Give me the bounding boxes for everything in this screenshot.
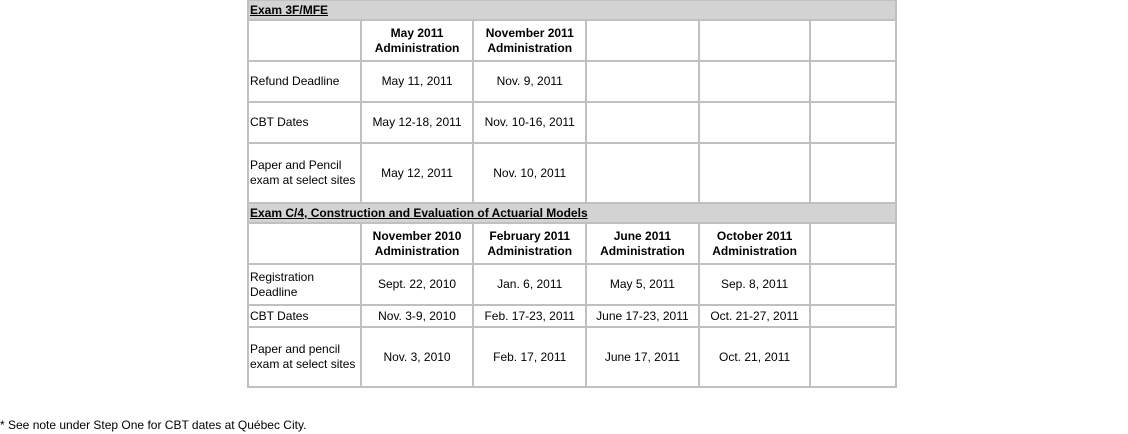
table-cell: Nov. 9, 2011	[473, 61, 586, 102]
header-cell	[586, 20, 699, 61]
table-cell	[810, 143, 896, 203]
table-cell	[810, 305, 896, 327]
table-cell: Sept. 22, 2010	[361, 264, 474, 305]
table-cell: May 12, 2011	[361, 143, 474, 203]
table-cell: May 5, 2011	[586, 264, 699, 305]
row-label: Registration Deadline	[248, 264, 361, 305]
table-row	[248, 327, 896, 387]
table-row	[248, 102, 896, 143]
header-cell	[361, 223, 474, 264]
table-cell	[586, 143, 699, 203]
section-title-exam-3f: Exam 3F/MFE	[248, 0, 896, 20]
header-line: June 2011 Administration	[600, 228, 685, 258]
header-line: May 2011 Administration	[374, 25, 460, 55]
table-cell: Nov. 3, 2010	[361, 327, 474, 387]
table-cell	[810, 327, 896, 387]
table-cell: May 11, 2011	[361, 61, 474, 102]
table-cell: Jan. 6, 2011	[473, 264, 586, 305]
header-line: November 2011 Administration	[485, 25, 574, 55]
table-row	[248, 264, 896, 305]
column-header-row	[248, 20, 896, 61]
table-cell	[699, 102, 811, 143]
row-label: Refund Deadline	[248, 61, 361, 102]
header-cell	[699, 223, 811, 264]
table-cell: Nov. 10, 2011	[473, 143, 586, 203]
table-cell	[586, 61, 699, 102]
table-cell: June 17-23, 2011	[586, 305, 699, 327]
table-cell: Oct. 21, 2011	[699, 327, 811, 387]
table-cell: May 12-18, 2011	[361, 102, 474, 143]
table-cell	[699, 61, 811, 102]
header-cell	[810, 20, 896, 61]
table-cell: Nov. 10-16, 2011	[473, 102, 586, 143]
row-label: CBT Dates	[248, 305, 361, 327]
header-line: November 2010 Administration	[372, 228, 462, 258]
table-cell: Sep. 8, 2011	[699, 264, 811, 305]
header-line: October 2011 Administration	[712, 228, 797, 258]
header-cell	[586, 223, 699, 264]
section-title-exam-c4: Exam C/4, Construction and Evaluation of Actuarial Models	[248, 203, 896, 223]
header-cell	[473, 20, 586, 61]
table-row	[248, 143, 896, 203]
table-cell	[586, 102, 699, 143]
table-row	[248, 61, 896, 102]
table-cell	[810, 264, 896, 305]
header-cell	[473, 223, 586, 264]
footnote: * See note under Step One for CBT dates at Québec City.	[0, 418, 307, 432]
section-header-exam-3f	[248, 0, 896, 20]
row-label: CBT Dates	[248, 102, 361, 143]
table-cell: Feb. 17-23, 2011	[473, 305, 586, 327]
table-cell	[810, 102, 896, 143]
header-line: February 2011 Administration	[487, 228, 573, 258]
table-cell: Nov. 3-9, 2010	[361, 305, 474, 327]
table-row	[248, 305, 896, 327]
row-label: Paper and Pencil exam at select sites	[248, 143, 361, 203]
header-cell	[361, 20, 474, 61]
header-cell	[810, 223, 896, 264]
row-label: Paper and pencil exam at select sites	[248, 327, 361, 387]
exam-dates-table	[247, 0, 897, 388]
table-cell: June 17, 2011	[586, 327, 699, 387]
column-header-row	[248, 223, 896, 264]
table-cell: Feb. 17, 2011	[473, 327, 586, 387]
table-cell	[699, 143, 811, 203]
header-cell	[248, 223, 361, 264]
table-cell	[810, 61, 896, 102]
table-cell: Oct. 21-27, 2011	[699, 305, 811, 327]
header-cell	[248, 20, 361, 61]
header-cell	[699, 20, 811, 61]
section-header-exam-c4	[248, 203, 896, 223]
